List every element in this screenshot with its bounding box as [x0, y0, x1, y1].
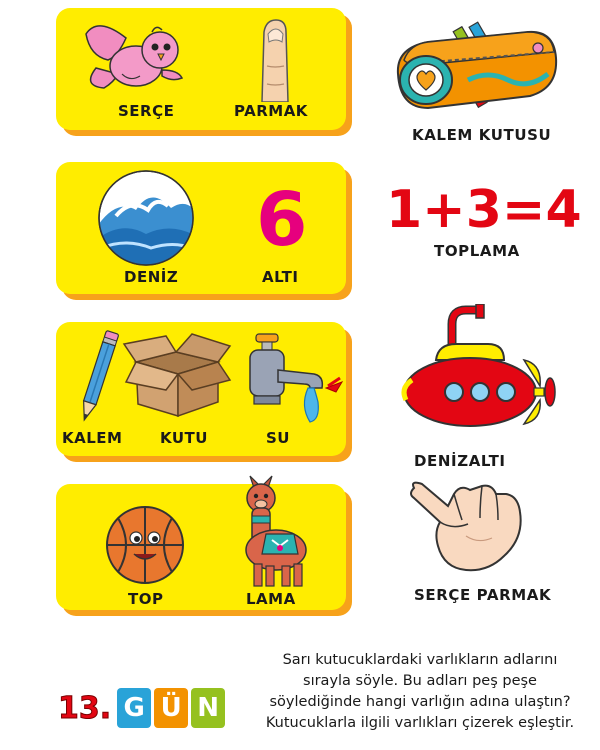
answer-denizalti: DENİZALTI: [414, 452, 506, 470]
card-serce-parmak: [56, 8, 346, 130]
card-kalem-kutu-su: [56, 322, 346, 456]
day-tile-n: N: [191, 688, 225, 728]
finger-icon: [254, 18, 294, 102]
instruction-line: sırayla söyle. Bu adları peş peşe: [303, 673, 537, 689]
label-su: SU: [266, 429, 290, 447]
answer-serce-parmak: SERÇE PARMAK: [414, 586, 552, 604]
instruction-line: söylediğinde hangi varlığın adına ulaştın?: [269, 694, 571, 710]
label-deniz: DENİZ: [124, 268, 179, 286]
label-alti: ALTI: [262, 268, 299, 286]
day-number: 13.: [58, 690, 112, 726]
label-top: TOP: [128, 590, 164, 608]
card-top-lama: [56, 484, 346, 610]
instruction-text: [250, 650, 590, 734]
label-parmak: PARMAK: [234, 102, 308, 120]
box-icon: [122, 328, 232, 420]
faucet-water-icon: [244, 330, 344, 426]
equation-text: 1+3=4: [386, 180, 582, 240]
pinky-finger-hand-icon: [408, 480, 528, 576]
card-deniz-alti: [56, 162, 346, 294]
label-kalem: KALEM: [62, 429, 123, 447]
day-badge: [58, 686, 228, 730]
pencil-icon: [76, 326, 120, 426]
instruction-line: Kutucuklarla ilgili varlıkları çizerek eşleştir.: [265, 715, 575, 731]
llama-icon: [232, 470, 312, 590]
submarine-icon: [392, 304, 560, 434]
label-lama: LAMA: [246, 590, 296, 608]
answer-toplama: TOPLAMA: [434, 242, 520, 260]
pencil-case-icon: [388, 4, 566, 124]
instruction-line: Sarı kutucuklardaki varlıkların adlarını: [282, 652, 558, 668]
label-kutu: KUTU: [160, 429, 208, 447]
bird-icon: [78, 16, 188, 96]
answer-kalem-kutusu: KALEM KUTUSU: [412, 126, 552, 144]
day-tile-g: G: [117, 688, 151, 728]
label-serce: SERÇE: [118, 102, 175, 120]
basketball-icon: [104, 504, 186, 586]
digit-six: 6: [256, 177, 308, 263]
sea-wave-icon: [96, 168, 196, 268]
day-tile-u: Ü: [154, 688, 188, 728]
